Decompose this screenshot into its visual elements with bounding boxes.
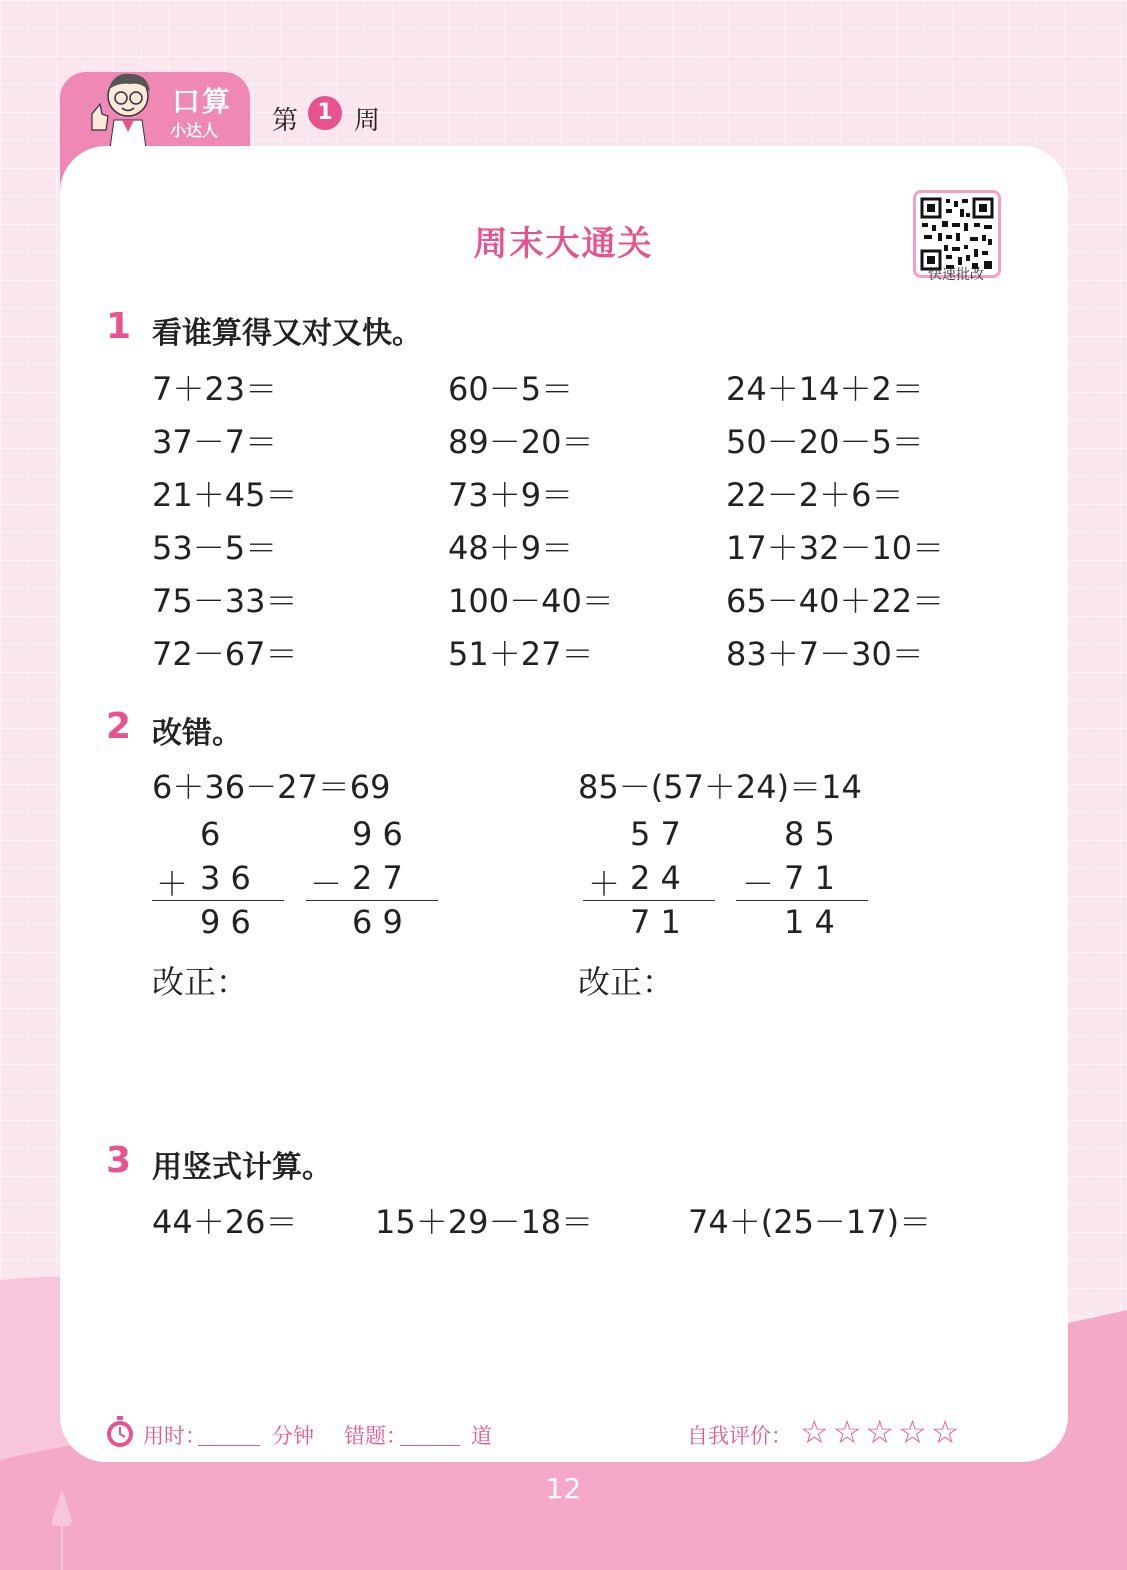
vertical-calc-top: 8 5	[784, 815, 835, 853]
problem: 75－33＝	[152, 582, 298, 620]
section-3-number: 3	[106, 1140, 132, 1181]
tree-decoration-icon	[52, 1490, 102, 1570]
problem: 21＋45＝	[152, 476, 298, 514]
correction-label-right: 改正：	[578, 963, 675, 1001]
vertical-problem: 15＋29－18＝	[375, 1203, 594, 1241]
error-equation-right: 85－(57＋24)＝14	[578, 768, 862, 806]
problem: 72－67＝	[152, 635, 298, 673]
problem: 24＋14＋2＝	[726, 370, 924, 408]
stopwatch-icon	[105, 1416, 135, 1448]
problem: 73＋9＝	[448, 476, 574, 514]
vertical-calc-operator: －	[310, 865, 343, 903]
vertical-calc-mid: 7 1	[784, 859, 835, 897]
badge-title: 口算	[172, 85, 233, 118]
errors-label: 错题：	[344, 1424, 407, 1448]
qr-code-icon	[916, 193, 998, 275]
badge-subtitle: 小达人	[170, 121, 219, 140]
problem: 100－40＝	[448, 582, 614, 620]
vertical-problem: 44＋26＝	[152, 1203, 298, 1241]
problem: 51＋27＝	[448, 635, 594, 673]
rating-stars[interactable]: ☆☆☆☆☆	[800, 1413, 964, 1451]
correction-label-left: 改正：	[152, 963, 249, 1001]
time-unit: 分钟	[272, 1424, 314, 1448]
vertical-calc-line	[736, 900, 868, 901]
vertical-calc-mid: 3 6	[200, 859, 251, 897]
errors-blank[interactable]	[400, 1445, 460, 1446]
vertical-calc-result: 1 4	[784, 903, 835, 941]
vertical-calc-mid: 2 7	[352, 859, 403, 897]
vertical-calc-result: 7 1	[630, 903, 681, 941]
vertical-calc-mid: 2 4	[630, 859, 681, 897]
problem: 60－5＝	[448, 370, 574, 408]
section-1-title: 看谁算得又对又快。	[152, 316, 422, 351]
qr-label: 快速批改	[928, 267, 984, 283]
vertical-calc-operator: ＋	[588, 865, 621, 903]
problem: 83＋7－30＝	[726, 635, 924, 673]
vertical-problem: 74＋(25－17)＝	[688, 1203, 932, 1241]
problem: 53－5＝	[152, 529, 278, 567]
vertical-calc-top: 9 6	[352, 815, 403, 853]
week-number-badge: 1	[308, 96, 342, 130]
mascot-boy-thumbs-up-icon	[78, 70, 170, 148]
vertical-calc-operator: －	[742, 865, 775, 903]
problem: 17＋32－10＝	[726, 529, 945, 567]
week-suffix: 周	[354, 106, 381, 136]
section-2-number: 2	[106, 706, 132, 747]
vertical-calc-line	[306, 900, 438, 901]
problem: 89－20＝	[448, 423, 594, 461]
vertical-calc-line	[152, 900, 284, 901]
problem: 48＋9＝	[448, 529, 574, 567]
section-1-number: 1	[106, 306, 132, 347]
errors-unit: 道	[471, 1424, 492, 1448]
page-number: 12	[545, 1472, 582, 1505]
time-label: 用时：	[143, 1424, 206, 1448]
vertical-calc-operator: ＋	[156, 865, 189, 903]
vertical-calc-top: 5 7	[630, 815, 681, 853]
section-2-title: 改错。	[152, 716, 242, 751]
page-title: 周末大通关	[473, 224, 654, 264]
week-prefix: 第	[272, 106, 299, 136]
vertical-calc-top: 6	[200, 815, 221, 853]
error-equation-left: 6＋36－27＝69	[152, 768, 391, 806]
vertical-calc-result: 9 6	[200, 903, 251, 941]
problem: 7＋23＝	[152, 370, 278, 408]
problem: 65－40＋22＝	[726, 582, 945, 620]
time-blank[interactable]	[198, 1445, 260, 1446]
problem: 22－2＋6＝	[726, 476, 904, 514]
section-3-title: 用竖式计算。	[152, 1150, 332, 1185]
vertical-calc-line	[583, 900, 715, 901]
vertical-calc-result: 6 9	[352, 903, 403, 941]
problem: 37－7＝	[152, 423, 278, 461]
problem: 50－20－5＝	[726, 423, 924, 461]
self-eval-label: 自我评价：	[687, 1424, 792, 1448]
